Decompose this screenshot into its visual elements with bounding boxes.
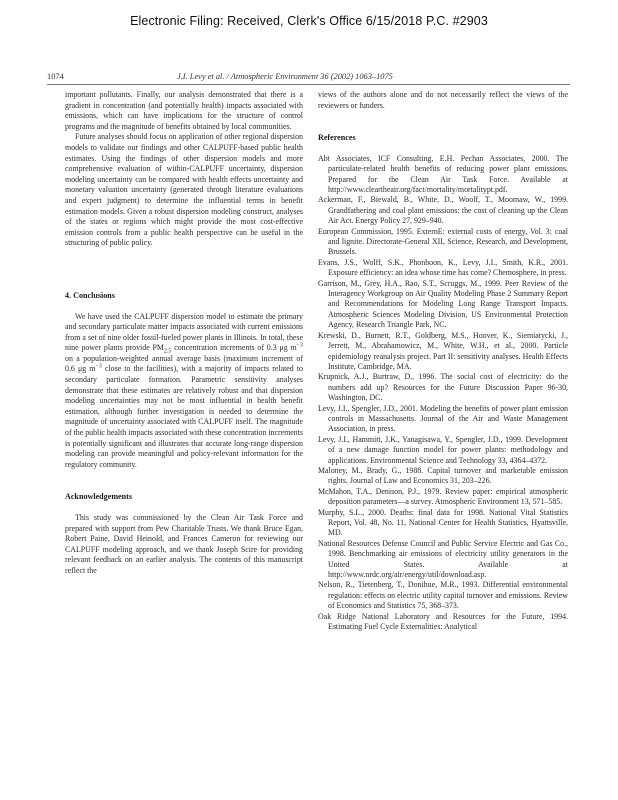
reference-item: Krewski, D., Burnett, R.T., Goldberg, M.S., Hoover, K., Siemiatycki, J., Jerrett, M., Abrahamowicz, M., White, W.H., et al., 2000. Particle epidemiology reanalysis project. Part II: sensitivity analyses. Health Effects Institute, Cambridge, MA. (318, 330, 568, 371)
discussion-paragraph-1: important pollutants. Finally, our analysis demonstrated that there is a gradient in concentration (and potentially health) impacts associated with emissions, which can have implications for the structure of control programs and the magnitude of benefits obtained by local communities. (65, 90, 303, 131)
reference-item: Levy, J.I., Spengler, J.D., 2001. Modeling the benefits of power plant emission controls in Massachusetts. Journal of the Air and Waste Management Association, in press. (318, 403, 568, 434)
acknowledgements-heading: Acknowledgements (65, 492, 132, 502)
reference-item: Levy, J.I., Hammitt, J.K., Yanagisawa, Y., Spengler, J.D., 1999. Development of a new damage function model for power plants: methodology and applications. Environmental Science and Technology 33, 4364–4372. (318, 434, 568, 465)
journal-citation: J.I. Levy et al. / Atmospheric Environment 36 (2002) 1063–1075 (177, 72, 393, 81)
reference-item: National Resources Defense Council and Public Service Electric and Gas Co., 1998. Benchmarking air emissions of electricity utility generators in the United States. Available at http://www.nrdc.org/air/energy/util/download.asp. (318, 538, 568, 580)
reference-item: Krupnick, A.J., Burtraw, D., 1996. The social cost of electricity: do the numbers add up? Resources for the Future Discussion Paper 96-30, Washington, DC. (318, 372, 568, 403)
page-number: 1074 (47, 72, 64, 81)
reference-item: European Commission, 1995. ExternE: external costs of energy, Vol. 3: coal and lignite. Directorate-General XII, Science, Research, and Development, Brussels. (318, 226, 568, 257)
discussion-paragraph-2: Future analyses should focus on application of other regional dispersion models to validate our findings and other CALPUFF-based public health estimates. Using the findings of other dispersion models and more comprehensive evaluation of within-CALPUFF uncertainty, dispersion modeling uncertainty can be compared with health effects uncertainty and monetary valuation uncertainty (generated through literature evaluations and expert judgment) to determine the influential terms in benefit estimation models. Given a robust dispersion modeling construct, analyses of the states or regions which might provide the most cost-effective emission controls from a public health perspective can be useful in the structuring of public policy. (65, 132, 303, 248)
filing-stamp: Electronic Filing: Received, Clerk's Office 6/15/2018 P.C. #2903 (130, 14, 488, 28)
reference-item: Garrison, M., Grey, H.A., Rao, S.T., Scruggs, M., 1999. Peer Review of the Interagency Workgroup on Air Quality Modeling Phase 2 Summary Report and Recommendations for Modeling Long Range Transport Impacts. Atmospheric Sciences Modeling Division, US Environmental Protection Agency, Research Triangle Park, NC. (318, 278, 568, 330)
left-column (65, 90, 303, 577)
reference-item: Oak Ridge National Laboratory and Resources for the Future, 1994. Estimating Fuel Cycle Externalities: Analytical (318, 611, 568, 632)
references-list (318, 154, 568, 633)
reference-item: McMahon, T.A., Denison, P.J., 1979. Review paper: empirical atmospheric deposition parameters—a survey. Atmospheric Environment 13, 571–585. (318, 486, 568, 507)
right-column (318, 90, 568, 632)
references-heading: References (318, 133, 356, 143)
reference-item: Ackerman, F., Biewald, B., White, D., Woolf, T., Moomaw, W., 1999. Grandfathering and coal plant emissions: the cost of cleaning up the Clean Air Act. Energy Policy 27, 929–940. (318, 195, 568, 226)
acknowledgements-continued: views of the authors alone and do not necessarily reflect the views of the reviewers or funders. (318, 90, 568, 110)
conclusions-heading: 4. Conclusions (65, 290, 115, 300)
reference-item: Evans, J.S., Wolff, S.K., Phonboon, K., Levy, J.I., Smith, K.R., 2001. Exposure efficiency: an idea whose time has come? Chemosphere, in press. (318, 257, 568, 278)
reference-item: Abt Associates, ICF Consulting, E.H. Pechan Associates, 2000. The particulate-related health benefits of reducing power plant emissions. Prepared for the Clean Air Task Force. Available at http://www.cleartheair.org/fact/mortality/mortalitypt.pdf. (318, 153, 568, 194)
header-rule (47, 84, 570, 85)
reference-item: Murphy, S.L., 2000. Deaths: final data for 1998. National Vital Statistics Report, Vol. 48, No. 11, National Center for Health Statistics, Hyattsville, MD. (318, 507, 568, 538)
acknowledgements-paragraph: This study was commissioned by the Clean Air Task Force and prepared with support from Pew Charitable Trusts. We thank Bruce Egan, Robert Paine, David Heinold, and Frances Cameron for reviewing our CALPUFF modeling approach, and we thank Joseph Scire for providing relevant feedback on an earlier analysis. The contents of this manuscript reflect the (65, 513, 303, 575)
conclusions-paragraph: We have used the CALPUFF dispersion model to estimate the primary and secondary particulate matter impacts associated with current emissions from a set of nine older fossil-fueled power plants in Illinois. In total, these nine power plants provide $PM_{2.5}$ concentration increments of 0.3 μg $m^{-3}$ on a population-weighted annual average basis (maximum increment of 0.6 μg $m^{-3}$ close to the facilities), with a majority of impacts related to secondary particulate formation. Parametric sensitivity analyses demonstrate that these estimates are relatively robust and that dispersion modeling uncertainties may not be most influential in health benefit estimation, although further investigation is needed to determine the magnitude of uncertainty associated with CALPUFF itself. The magnitude of the public health impacts associated with these concentration increments is potentially significant and illustrates that accurate long-range dispersion modeling can provide meaningful and policy-relevant information for the regulatory community. (65, 311, 303, 469)
reference-item: Nelson, R., Tietenberg, T., Donihue, M.R., 1993. Differential environmental regulation: effects on electric utility capital turnover and emissions. Review of Economics and Statistics 75, 368–373. (318, 580, 568, 611)
reference-item: Maloney, M., Brady, G., 1988. Capital turnover and marketable emission rights. Journal of Law and Economics 31, 203–226. (318, 465, 568, 486)
